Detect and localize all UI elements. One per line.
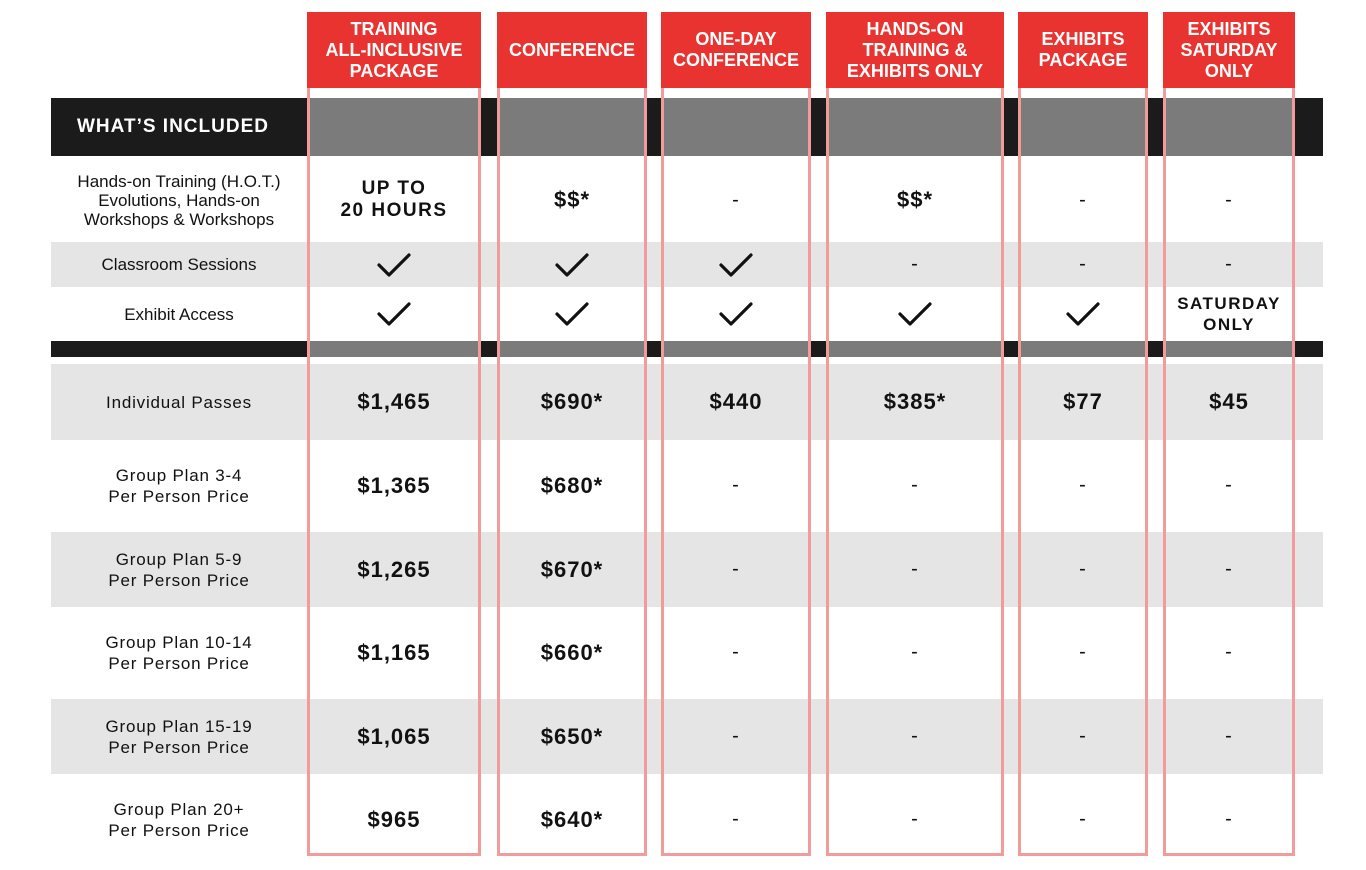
- price_rows-cell-oneday: [661, 364, 811, 440]
- cell-value: -: [732, 725, 740, 747]
- cell-value: -: [911, 808, 919, 830]
- price_rows-cell-oneday: [661, 532, 811, 607]
- cell-value: -: [732, 474, 740, 496]
- cell-value: -: [1225, 188, 1233, 211]
- price_rows-cell-saturday: [1163, 364, 1295, 440]
- price_rows-row-label: [51, 615, 307, 690]
- cell-value: $1,165: [357, 639, 431, 665]
- cell-value: -: [732, 808, 740, 830]
- cell-value: -: [1079, 188, 1087, 211]
- included_rows-row-label: [51, 289, 307, 339]
- column-header-oneday: [661, 12, 811, 88]
- column-header-label: HANDS-ON TRAINING & EXHIBITS ONLY: [846, 18, 984, 81]
- included_rows-cell-training: [307, 160, 481, 240]
- cell-value: -: [1079, 808, 1087, 830]
- whats-included-label: WHAT’S INCLUDED: [77, 116, 269, 137]
- price_rows-cell-saturday: [1163, 699, 1295, 774]
- cell-value: -: [911, 474, 919, 496]
- included_rows-cell-saturday: [1163, 289, 1295, 339]
- price_rows-row-label-text: Individual Passes: [106, 392, 252, 412]
- price_rows-cell-exhibits: [1018, 615, 1148, 690]
- column-header-label: ONE-DAY CONFERENCE: [672, 29, 799, 70]
- price_rows-row-label-text: Group Plan 10-14 Per Person Price: [105, 632, 253, 673]
- price_rows-cell-oneday: [661, 615, 811, 690]
- included_rows-cell-conference: [497, 160, 647, 240]
- price_rows-cell-oneday: [661, 448, 811, 523]
- cell-value: $45: [1209, 389, 1249, 414]
- cell-value: $650*: [540, 723, 604, 749]
- cell-value: -: [1079, 725, 1087, 747]
- price_rows-cell-training: [307, 448, 481, 523]
- cell-value: SATURDAY ONLY: [1177, 294, 1281, 334]
- price_rows-row-label-text: Group Plan 20+ Per Person Price: [108, 799, 250, 840]
- cell-value: $$*: [896, 187, 934, 212]
- column-header-label: EXHIBITS SATURDAY ONLY: [1180, 18, 1278, 81]
- cell-value: -: [732, 558, 740, 580]
- cell-value: -: [1079, 253, 1087, 275]
- price_rows-cell-training: [307, 615, 481, 690]
- cell-value: -: [911, 558, 919, 580]
- cell-value: -: [1225, 641, 1233, 663]
- cell-value: UP TO 20 HOURS: [340, 178, 448, 221]
- checkmark-icon: [377, 252, 411, 278]
- checkmark-icon: [555, 252, 589, 278]
- cell-value: -: [911, 641, 919, 663]
- cell-value: -: [1079, 641, 1087, 663]
- price_rows-cell-handson: [826, 364, 1004, 440]
- included_rows-cell-exhibits: [1018, 160, 1148, 240]
- price_rows-cell-training: [307, 699, 481, 774]
- price_rows-cell-exhibits: [1018, 699, 1148, 774]
- cell-value: $640*: [540, 806, 604, 832]
- price_rows-cell-handson: [826, 615, 1004, 690]
- included_rows-cell-oneday: [661, 160, 811, 240]
- column-header-label: TRAINING ALL-INCLUSIVE PACKAGE: [325, 18, 463, 81]
- included_rows-cell-saturday: [1163, 160, 1295, 240]
- included_rows-row-label: [51, 160, 307, 240]
- price_rows-row-label-text: Group Plan 5-9 Per Person Price: [108, 549, 250, 590]
- included_rows-cell-exhibits: [1018, 242, 1148, 287]
- cell-value: -: [732, 188, 740, 211]
- price_rows-cell-oneday: [661, 782, 811, 857]
- cell-value: $1,065: [357, 723, 431, 749]
- cell-value: $77: [1063, 389, 1103, 414]
- checkmark-icon: [555, 301, 589, 327]
- price_rows-row-label: [51, 782, 307, 857]
- cell-value: -: [1079, 474, 1087, 496]
- price_rows-cell-exhibits: [1018, 448, 1148, 523]
- checkmark-cell-exhibits: [1018, 289, 1148, 339]
- cell-value: $1,265: [357, 556, 431, 582]
- price_rows-cell-saturday: [1163, 532, 1295, 607]
- checkmark-cell-training: [307, 242, 481, 287]
- cell-value: $660*: [540, 639, 604, 665]
- checkmark-icon: [719, 252, 753, 278]
- cell-value: -: [732, 641, 740, 663]
- price_rows-cell-handson: [826, 448, 1004, 523]
- included_rows-row-label-text: Hands-on Training (H.O.T.) Evolutions, Hands-on Workshops & Workshops: [77, 171, 281, 229]
- column-header-exhibits: [1018, 12, 1148, 88]
- price_rows-cell-conference: [497, 532, 647, 607]
- price_rows-cell-exhibits: [1018, 364, 1148, 440]
- column-header-conference: [497, 12, 647, 88]
- price_rows-cell-handson: [826, 699, 1004, 774]
- checkmark-icon: [1066, 301, 1100, 327]
- cell-value: $680*: [540, 472, 604, 498]
- price_rows-cell-saturday: [1163, 448, 1295, 523]
- cell-value: $440: [709, 389, 763, 414]
- price_rows-cell-training: [307, 532, 481, 607]
- included_rows-row-label-text: Classroom Sessions: [101, 255, 257, 274]
- price_rows-cell-conference: [497, 364, 647, 440]
- included_rows-cell-handson: [826, 242, 1004, 287]
- cell-value: -: [1225, 725, 1233, 747]
- cell-value: $690*: [540, 389, 604, 414]
- cell-value: $1,365: [357, 472, 431, 498]
- column-header-label: CONFERENCE: [508, 39, 635, 60]
- cell-value: $385*: [883, 389, 947, 414]
- price_rows-row-label: [51, 699, 307, 774]
- price_rows-cell-conference: [497, 699, 647, 774]
- price_rows-row-label: [51, 364, 307, 440]
- checkmark-cell-conference: [497, 242, 647, 287]
- cell-value: $965: [367, 806, 421, 832]
- price_rows-row-label: [51, 448, 307, 523]
- cell-value: $$*: [553, 187, 591, 212]
- price_rows-cell-training: [307, 364, 481, 440]
- checkmark-cell-handson: [826, 289, 1004, 339]
- checkmark-icon: [719, 301, 753, 327]
- included_rows-row-label: [51, 242, 307, 287]
- cell-value: -: [1079, 558, 1087, 580]
- checkmark-icon: [377, 301, 411, 327]
- price_rows-cell-conference: [497, 782, 647, 857]
- price_rows-cell-training: [307, 782, 481, 857]
- price_rows-row-label-text: Group Plan 3-4 Per Person Price: [108, 465, 250, 506]
- cell-value: -: [1225, 558, 1233, 580]
- checkmark-icon: [898, 301, 932, 327]
- checkmark-cell-oneday: [661, 242, 811, 287]
- column-header-saturday: [1163, 12, 1295, 88]
- price_rows-row-label-text: Group Plan 15-19 Per Person Price: [105, 716, 253, 757]
- price_rows-cell-saturday: [1163, 782, 1295, 857]
- price_rows-cell-conference: [497, 615, 647, 690]
- column-header-handson: [826, 12, 1004, 88]
- cell-value: -: [1225, 253, 1233, 275]
- price_rows-cell-conference: [497, 448, 647, 523]
- price_rows-row-label: [51, 532, 307, 607]
- checkmark-cell-oneday: [661, 289, 811, 339]
- cell-value: $670*: [540, 556, 604, 582]
- checkmark-cell-training: [307, 289, 481, 339]
- cell-value: $1,465: [357, 389, 431, 414]
- cell-value: -: [911, 253, 919, 275]
- cell-value: -: [1225, 808, 1233, 830]
- price_rows-cell-saturday: [1163, 615, 1295, 690]
- price_rows-cell-handson: [826, 532, 1004, 607]
- checkmark-cell-conference: [497, 289, 647, 339]
- price_rows-cell-handson: [826, 782, 1004, 857]
- column-header-training: [307, 12, 481, 88]
- price_rows-cell-oneday: [661, 699, 811, 774]
- included_rows-cell-saturday: [1163, 242, 1295, 287]
- included_rows-cell-handson: [826, 160, 1004, 240]
- cell-value: -: [911, 725, 919, 747]
- price_rows-cell-exhibits: [1018, 532, 1148, 607]
- column-header-label: EXHIBITS PACKAGE: [1038, 29, 1128, 70]
- cell-value: -: [1225, 474, 1233, 496]
- included_rows-row-label-text: Exhibit Access: [124, 304, 234, 324]
- price_rows-cell-exhibits: [1018, 782, 1148, 857]
